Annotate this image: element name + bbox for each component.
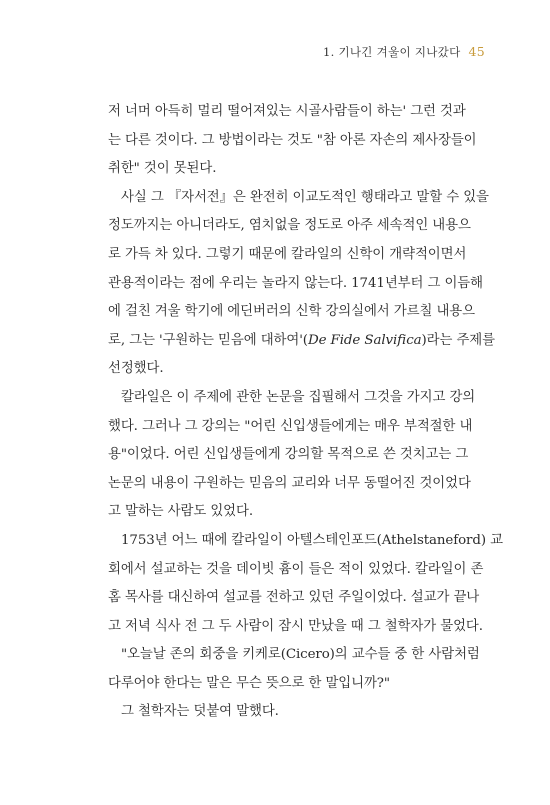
- text-line: [108, 298, 480, 327]
- text-line: [108, 212, 480, 241]
- line-text: 에 걸친 겨울 학기에 에딘버러의 신학 강의실에서 가르칠 내용으: [108, 304, 475, 320]
- text-line: [108, 556, 484, 585]
- line-text: 정도까지는 아니더라도, 염치없을 정도로 아주 세속적인 내용으: [108, 218, 471, 234]
- text-line: [108, 441, 480, 470]
- line-text: 관용적이라는 점에 우리는 놀라지 않는다. 1741년부터 그 이듬해: [108, 275, 483, 291]
- line-text-continued: )라는 주제를: [421, 332, 495, 348]
- text-line: [108, 698, 480, 727]
- line-text: 취한" 것이 못된다.: [108, 161, 217, 177]
- line-text: 고 말하는 사람도 있었다.: [108, 504, 253, 520]
- text-line: [108, 355, 480, 384]
- line-text: 논문의 내용이 구원하는 믿음의 교리와 너무 동떨어진 것이었다: [108, 475, 471, 491]
- text-line: [108, 641, 480, 670]
- line-text: 그 철학자는 덧붙여 말했다.: [121, 704, 279, 720]
- body-text: [108, 98, 503, 727]
- line-text: 다루어야 한다는 말은 무슨 뜻으로 한 말입니까?": [108, 675, 390, 691]
- text-line: [108, 327, 495, 356]
- text-line: [108, 270, 483, 299]
- line-text: 는 다른 것이다. 그 방법이라는 것도 "참 아론 자손의 제사장들이: [108, 132, 477, 148]
- line-text: 용"이었다. 어린 신입생들에게 강의할 목적으로 쓴 것치고는 그: [108, 447, 469, 463]
- line-text: 회에서 설교하는 것을 데이빗 흄이 들은 적이 있었다. 칼라일이 존: [108, 561, 484, 577]
- text-line: [108, 155, 480, 184]
- line-text: 로, 그는 '구원하는 믿음에 대하여'(: [108, 332, 308, 348]
- text-line: [108, 413, 480, 442]
- line-text: "오늘날 존의 회중을 키케로(Cicero)의 교수들 중 한 사람처럼: [121, 647, 480, 663]
- line-text: 1753년 어느 때에 칼라일이 아텔스테인포드(Athelstaneford) 교: [121, 532, 503, 548]
- text-line: [108, 527, 503, 556]
- line-text: 홈 목사를 대신하여 설교를 전하고 있던 주일이었다. 설교가 끝나: [108, 590, 480, 606]
- line-text: 사실 그 『자서전』은 완전히 이교도적인 행태라고 말할 수 있을: [121, 189, 489, 205]
- line-text: 칼라일은 이 주제에 관한 논문을 집필해서 그것을 가지고 강의: [121, 389, 476, 405]
- text-line: [108, 613, 483, 642]
- text-line: [108, 584, 480, 613]
- text-line: [108, 384, 480, 413]
- chapter-title: 1. 기나긴 겨울이 지나갔다: [322, 45, 461, 59]
- line-text: 했다. 그러나 그 강의는 "어린 신입생들에게는 매우 부적절한 내: [108, 418, 473, 434]
- line-text: 선정했다.: [108, 361, 164, 377]
- latin-title: De Fide Salvifica: [307, 332, 422, 348]
- text-line: [108, 127, 480, 156]
- text-line: [108, 98, 480, 127]
- page-number: 45: [468, 44, 485, 59]
- text-line: [108, 241, 480, 270]
- line-text: 고 저녁 식사 전 그 두 사람이 잠시 만났을 때 그 철학자가 물었다.: [108, 618, 483, 634]
- line-text: 로 가득 차 있다. 그렇기 때문에 칼라일의 신학이 개략적이면서: [108, 246, 467, 262]
- line-text: 저 너머 아득히 멀리 떨어져있는 시골사람들이 하는' 그런 것과: [108, 104, 466, 119]
- text-line: [108, 470, 480, 499]
- running-header: [323, 44, 485, 60]
- text-line: [108, 498, 480, 527]
- text-line: [108, 670, 480, 699]
- text-line: [108, 184, 489, 213]
